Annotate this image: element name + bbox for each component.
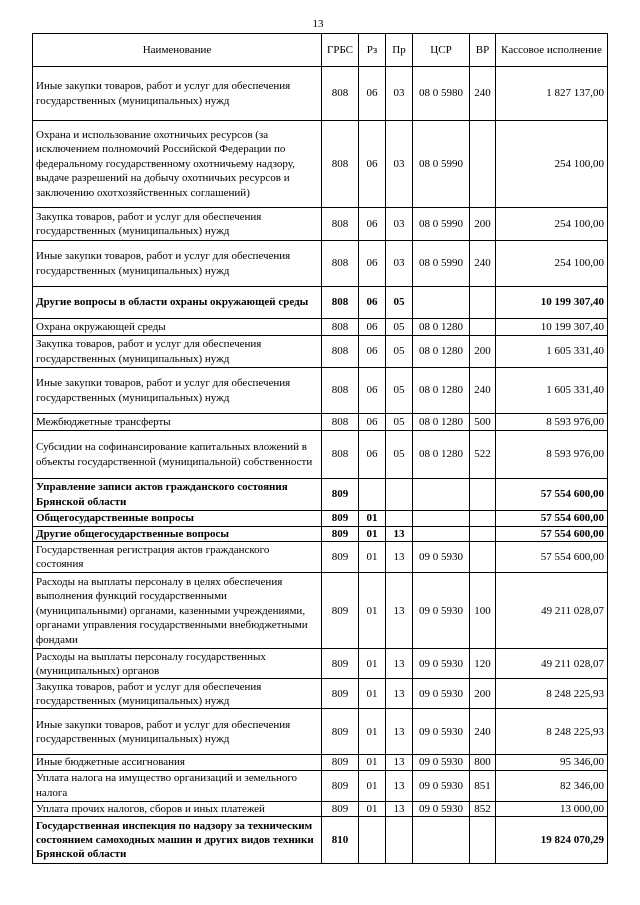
- rz-cell: 06: [359, 431, 386, 479]
- name-cell: Иные закупки товаров, работ и услуг для обеспечения государственных (муниципальных) нужд: [33, 67, 322, 121]
- header-amount: Кассовое исполнение: [496, 34, 608, 67]
- name-cell: Межбюджетные трансферты: [33, 414, 322, 431]
- csr-cell: 08 0 1280: [413, 319, 470, 336]
- csr-cell: [413, 511, 470, 527]
- amount-cell: 57 554 600,00: [496, 542, 608, 573]
- pr-cell: 05: [386, 414, 413, 431]
- table-row: [33, 121, 608, 208]
- amount-cell: 1 605 331,40: [496, 336, 608, 368]
- csr-cell: 08 0 5990: [413, 208, 470, 241]
- vr-cell: [470, 479, 496, 511]
- name-cell: Охрана окружающей среды: [33, 319, 322, 336]
- grbs-cell: 809: [322, 479, 359, 511]
- budget-execution-table: [32, 33, 608, 864]
- grbs-cell: 809: [322, 542, 359, 573]
- vr-cell: 240: [470, 709, 496, 755]
- vr-cell: 240: [470, 241, 496, 287]
- table-row: [33, 817, 608, 864]
- name-cell: Расходы на выплаты персоналу государственных (муниципальных) органов: [33, 649, 322, 679]
- table-row: [33, 770, 608, 801]
- table-header-row: [33, 34, 608, 67]
- name-cell: Иные закупки товаров, работ и услуг для обеспечения государственных (муниципальных) нужд: [33, 241, 322, 287]
- grbs-cell: 808: [322, 414, 359, 431]
- amount-cell: 19 824 070,29: [496, 817, 608, 864]
- csr-cell: [413, 287, 470, 319]
- rz-cell: 01: [359, 542, 386, 573]
- table-row: [33, 368, 608, 414]
- csr-cell: 09 0 5930: [413, 679, 470, 709]
- rz-cell: 01: [359, 755, 386, 770]
- csr-cell: 09 0 5930: [413, 649, 470, 679]
- amount-cell: 1 605 331,40: [496, 368, 608, 414]
- rz-cell: [359, 817, 386, 864]
- amount-cell: 57 554 600,00: [496, 511, 608, 527]
- rz-cell: 06: [359, 121, 386, 208]
- grbs-cell: 809: [322, 527, 359, 542]
- header-csr: ЦСР: [413, 34, 470, 67]
- pr-cell: 05: [386, 431, 413, 479]
- table-row: [33, 319, 608, 336]
- amount-cell: 8 593 976,00: [496, 414, 608, 431]
- pr-cell: 05: [386, 319, 413, 336]
- amount-cell: 1 827 137,00: [496, 67, 608, 121]
- name-cell: Субсидии на софинансирование капитальных вложений в объекты государственной (муниципальной) собственности: [33, 431, 322, 479]
- page-number: 13: [312, 18, 324, 30]
- grbs-cell: 808: [322, 368, 359, 414]
- table-row: [33, 241, 608, 287]
- vr-cell: 500: [470, 414, 496, 431]
- rz-cell: 01: [359, 801, 386, 816]
- csr-cell: 08 0 5980: [413, 67, 470, 121]
- name-cell: Другие вопросы в области охраны окружающей среды: [33, 287, 322, 319]
- csr-cell: [413, 479, 470, 511]
- vr-cell: [470, 511, 496, 527]
- name-cell: Государственная регистрация актов гражданского состояния: [33, 542, 322, 573]
- vr-cell: [470, 319, 496, 336]
- vr-cell: 851: [470, 770, 496, 801]
- grbs-cell: 810: [322, 817, 359, 864]
- rz-cell: [359, 479, 386, 511]
- grbs-cell: 809: [322, 679, 359, 709]
- table-row: [33, 679, 608, 709]
- amount-cell: 254 100,00: [496, 208, 608, 241]
- header-name: Наименование: [33, 34, 322, 67]
- rz-cell: 06: [359, 287, 386, 319]
- csr-cell: 08 0 1280: [413, 368, 470, 414]
- vr-cell: [470, 542, 496, 573]
- csr-cell: 08 0 5990: [413, 241, 470, 287]
- table-row: [33, 479, 608, 511]
- name-cell: Общегосударственные вопросы: [33, 511, 322, 527]
- csr-cell: [413, 817, 470, 864]
- pr-cell: 05: [386, 368, 413, 414]
- vr-cell: [470, 287, 496, 319]
- vr-cell: 240: [470, 368, 496, 414]
- grbs-cell: 808: [322, 241, 359, 287]
- amount-cell: 49 211 028,07: [496, 649, 608, 679]
- pr-cell: 05: [386, 336, 413, 368]
- grbs-cell: 809: [322, 649, 359, 679]
- csr-cell: 09 0 5930: [413, 755, 470, 770]
- amount-cell: 82 346,00: [496, 770, 608, 801]
- table-row: [33, 67, 608, 121]
- rz-cell: 06: [359, 368, 386, 414]
- table-row: [33, 573, 608, 649]
- grbs-cell: 809: [322, 709, 359, 755]
- csr-cell: 09 0 5930: [413, 709, 470, 755]
- pr-cell: 13: [386, 542, 413, 573]
- table-row: [33, 208, 608, 241]
- vr-cell: 120: [470, 649, 496, 679]
- amount-cell: 10 199 307,40: [496, 319, 608, 336]
- grbs-cell: 809: [322, 511, 359, 527]
- vr-cell: 852: [470, 801, 496, 816]
- amount-cell: 57 554 600,00: [496, 527, 608, 542]
- name-cell: Уплата прочих налогов, сборов и иных платежей: [33, 801, 322, 816]
- pr-cell: [386, 511, 413, 527]
- pr-cell: 13: [386, 573, 413, 649]
- name-cell: Закупка товаров, работ и услуг для обеспечения государственных (муниципальных) нужд: [33, 208, 322, 241]
- amount-cell: 13 000,00: [496, 801, 608, 816]
- csr-cell: 09 0 5930: [413, 573, 470, 649]
- csr-cell: [413, 527, 470, 542]
- name-cell: Другие общегосударственные вопросы: [33, 527, 322, 542]
- grbs-cell: 808: [322, 336, 359, 368]
- table-row: [33, 801, 608, 816]
- rz-cell: 06: [359, 208, 386, 241]
- rz-cell: 06: [359, 241, 386, 287]
- name-cell: Управление записи актов гражданского состояния Брянской области: [33, 479, 322, 511]
- rz-cell: 06: [359, 67, 386, 121]
- grbs-cell: 809: [322, 801, 359, 816]
- csr-cell: 09 0 5930: [413, 542, 470, 573]
- name-cell: Уплата налога на имущество организаций и земельного налога: [33, 770, 322, 801]
- amount-cell: 254 100,00: [496, 241, 608, 287]
- amount-cell: 254 100,00: [496, 121, 608, 208]
- vr-cell: [470, 527, 496, 542]
- table-row: [33, 431, 608, 479]
- vr-cell: 800: [470, 755, 496, 770]
- amount-cell: 49 211 028,07: [496, 573, 608, 649]
- pr-cell: 13: [386, 755, 413, 770]
- name-cell: Закупка товаров, работ и услуг для обеспечения государственных (муниципальных) нужд: [33, 336, 322, 368]
- grbs-cell: 808: [322, 121, 359, 208]
- name-cell: Иные бюджетные ассигнования: [33, 755, 322, 770]
- header-grbs: ГРБС: [322, 34, 359, 67]
- name-cell: Государственная инспекция по надзору за техническим состоянием самоходных машин и других видов техники Брянской области: [33, 817, 322, 864]
- table-row: [33, 511, 608, 527]
- vr-cell: 100: [470, 573, 496, 649]
- name-cell: Охрана и использование охотничьих ресурсов (за исключением полномочий Российской Федерации по федеральному государственному охотничьему надзору, выдаче разрешений на добычу охотничьих ресурсов и заключению охотхозяйственных соглашений): [33, 121, 322, 208]
- pr-cell: 03: [386, 67, 413, 121]
- pr-cell: [386, 479, 413, 511]
- grbs-cell: 808: [322, 431, 359, 479]
- table-body: [33, 67, 608, 864]
- rz-cell: 06: [359, 414, 386, 431]
- table-row: [33, 527, 608, 542]
- amount-cell: 57 554 600,00: [496, 479, 608, 511]
- table-row: [33, 414, 608, 431]
- pr-cell: 13: [386, 770, 413, 801]
- pr-cell: 05: [386, 287, 413, 319]
- name-cell: Иные закупки товаров, работ и услуг для обеспечения государственных (муниципальных) нужд: [33, 709, 322, 755]
- pr-cell: [386, 817, 413, 864]
- pr-cell: 13: [386, 679, 413, 709]
- vr-cell: 240: [470, 67, 496, 121]
- pr-cell: 03: [386, 241, 413, 287]
- pr-cell: 03: [386, 121, 413, 208]
- rz-cell: 01: [359, 649, 386, 679]
- rz-cell: 06: [359, 319, 386, 336]
- table-row: [33, 709, 608, 755]
- amount-cell: 8 593 976,00: [496, 431, 608, 479]
- table-row: [33, 287, 608, 319]
- amount-cell: 8 248 225,93: [496, 679, 608, 709]
- rz-cell: 01: [359, 573, 386, 649]
- grbs-cell: 808: [322, 67, 359, 121]
- pr-cell: 13: [386, 527, 413, 542]
- header-pr: Пр: [386, 34, 413, 67]
- vr-cell: 200: [470, 336, 496, 368]
- csr-cell: 08 0 1280: [413, 431, 470, 479]
- table-row: [33, 542, 608, 573]
- rz-cell: 06: [359, 336, 386, 368]
- rz-cell: 01: [359, 527, 386, 542]
- table-row: [33, 755, 608, 770]
- rz-cell: 01: [359, 770, 386, 801]
- header-rz: Рз: [359, 34, 386, 67]
- grbs-cell: 809: [322, 770, 359, 801]
- grbs-cell: 809: [322, 573, 359, 649]
- name-cell: Иные закупки товаров, работ и услуг для обеспечения государственных (муниципальных) нужд: [33, 368, 322, 414]
- name-cell: Расходы на выплаты персоналу в целях обеспечения выполнения функций государственными (муниципальными) органами, казенными учреждениями, органами управления государственными внебюджетными фондами: [33, 573, 322, 649]
- rz-cell: 01: [359, 709, 386, 755]
- table-row: [33, 649, 608, 679]
- grbs-cell: 808: [322, 287, 359, 319]
- grbs-cell: 808: [322, 208, 359, 241]
- table-row: [33, 336, 608, 368]
- vr-cell: [470, 121, 496, 208]
- pr-cell: 13: [386, 709, 413, 755]
- rz-cell: 01: [359, 679, 386, 709]
- csr-cell: 08 0 1280: [413, 414, 470, 431]
- csr-cell: 09 0 5930: [413, 801, 470, 816]
- grbs-cell: 808: [322, 319, 359, 336]
- csr-cell: 08 0 1280: [413, 336, 470, 368]
- amount-cell: 95 346,00: [496, 755, 608, 770]
- name-cell: Закупка товаров, работ и услуг для обеспечения государственных (муниципальных) нужд: [33, 679, 322, 709]
- vr-cell: 522: [470, 431, 496, 479]
- pr-cell: 13: [386, 801, 413, 816]
- grbs-cell: 809: [322, 755, 359, 770]
- csr-cell: 09 0 5930: [413, 770, 470, 801]
- rz-cell: 01: [359, 511, 386, 527]
- vr-cell: 200: [470, 679, 496, 709]
- amount-cell: 8 248 225,93: [496, 709, 608, 755]
- vr-cell: [470, 817, 496, 864]
- vr-cell: 200: [470, 208, 496, 241]
- csr-cell: 08 0 5990: [413, 121, 470, 208]
- pr-cell: 03: [386, 208, 413, 241]
- pr-cell: 13: [386, 649, 413, 679]
- header-vr: ВР: [470, 34, 496, 67]
- amount-cell: 10 199 307,40: [496, 287, 608, 319]
